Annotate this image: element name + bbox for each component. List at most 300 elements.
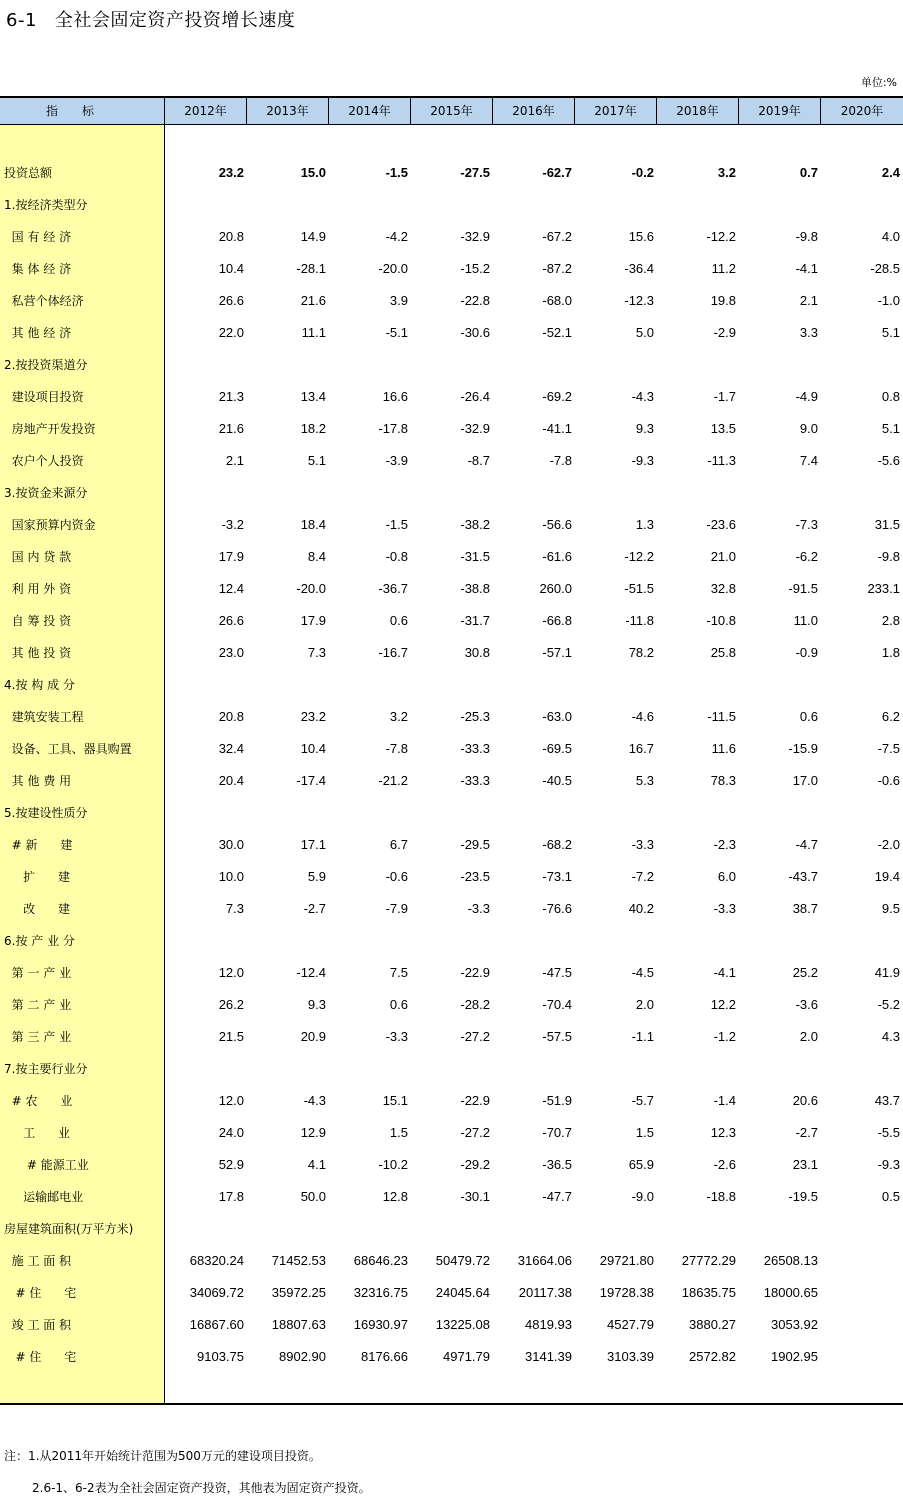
table-cell: 4819.93 (525, 1317, 572, 1332)
table-cell: 18807.63 (271, 1317, 326, 1332)
table-row (0, 829, 903, 861)
table-row (0, 989, 903, 1021)
table-cell: 12.4 (218, 581, 244, 596)
table-cell: 233.1 (867, 581, 900, 596)
header-year: 2019年 (739, 98, 821, 125)
table-row (0, 957, 903, 989)
table-cell: 0.5 (881, 1189, 900, 1204)
table-cell: -5.1 (385, 325, 408, 340)
table-cell: 26508.13 (763, 1253, 818, 1268)
header-year: 2012年 (165, 98, 247, 125)
table-cell: 31664.06 (517, 1253, 572, 1268)
table-cell: -38.2 (460, 517, 490, 532)
row-label: 房屋建筑面积(万平方米) (4, 1222, 134, 1236)
table-cell: -21.2 (378, 773, 408, 788)
table-row (0, 861, 903, 893)
table-row (0, 573, 903, 605)
table-cell: 6.2 (881, 709, 900, 724)
table-cell: 68646.23 (353, 1253, 408, 1268)
table-cell: -27.2 (460, 1125, 490, 1140)
row-label: 第 二 产 业 (4, 998, 72, 1012)
table-cell: -7.3 (795, 517, 818, 532)
table-cell: -3.2 (221, 517, 244, 532)
table-row (0, 669, 903, 701)
row-label: 5.按建设性质分 (4, 806, 88, 820)
table-cell: 12.8 (382, 1189, 408, 1204)
row-label: 建设项目投资 (4, 390, 84, 404)
row-label: 集 体 经 济 (4, 262, 72, 276)
table-cell: -7.9 (385, 901, 408, 916)
table-row (0, 413, 903, 445)
table-cell: -3.9 (385, 453, 408, 468)
table-row (0, 637, 903, 669)
table-cell: -3.3 (631, 837, 654, 852)
table-cell: -31.5 (460, 549, 490, 564)
table-cell: -76.6 (542, 901, 572, 916)
table-cell: 13225.08 (435, 1317, 490, 1332)
table-cell: 19.4 (874, 869, 900, 884)
row-label: 其 他 费 用 (4, 774, 72, 788)
row-label: 农户个人投资 (4, 454, 84, 468)
table-cell: 40.2 (628, 901, 654, 916)
table-cell: 7.3 (307, 645, 326, 660)
table-cell: -4.1 (713, 965, 736, 980)
table-cell: -5.2 (877, 997, 900, 1012)
table-cell: -0.9 (795, 645, 818, 660)
row-label: 私营个体经济 (4, 294, 84, 308)
table-cell: -1.1 (631, 1029, 654, 1044)
table-cell: -30.1 (460, 1189, 490, 1204)
table-cell: 3.3 (799, 325, 818, 340)
table-row (0, 1117, 903, 1149)
table-cell: 43.7 (874, 1093, 900, 1108)
row-label: 利 用 外 资 (4, 582, 72, 596)
table-cell: 26.6 (218, 613, 244, 628)
table-cell: 12.0 (218, 1093, 244, 1108)
table-row (0, 477, 903, 509)
table-cell: -10.8 (706, 613, 736, 628)
table-cell: -25.3 (460, 709, 490, 724)
table-cell: -15.2 (460, 261, 490, 276)
table-cell: -2.0 (877, 837, 900, 852)
row-label: 1.按经济类型分 (4, 198, 88, 212)
row-label: 工 业 (4, 1126, 70, 1140)
table-cell: -40.5 (542, 773, 572, 788)
table-cell: -51.9 (542, 1093, 572, 1108)
table-cell: 15.1 (382, 1093, 408, 1108)
table-cell: 21.6 (218, 421, 244, 436)
table-cell: 5.1 (881, 325, 900, 340)
table-cell (821, 1309, 900, 1341)
table-cell: 23.2 (218, 165, 244, 180)
table-cell: -15.9 (788, 741, 818, 756)
footnotes (4, 1440, 371, 1504)
table-row (0, 1277, 903, 1309)
table-cell: 2572.82 (689, 1349, 736, 1364)
table-cell: 8176.66 (361, 1349, 408, 1364)
table-cell: -66.8 (542, 613, 572, 628)
table-cell: -2.7 (303, 901, 326, 916)
table-cell: 9.0 (799, 421, 818, 436)
table-cell: 23.1 (792, 1157, 818, 1172)
table-cell: -52.1 (542, 325, 572, 340)
table-cell: 13.5 (710, 421, 736, 436)
header-year: 2018年 (657, 98, 739, 125)
table-cell: -56.6 (542, 517, 572, 532)
footnote-2: 2.6-1、6-2表为全社会固定资产投资，其他表为固定资产投资。 (32, 1481, 371, 1495)
table-bottom-border (0, 1403, 903, 1405)
table-cell: -4.1 (795, 261, 818, 276)
table-cell: 15.0 (300, 165, 326, 180)
table-cell: 21.3 (218, 389, 244, 404)
row-label: 3.按资金来源分 (4, 486, 88, 500)
table-cell: 2.0 (799, 1029, 818, 1044)
table-cell: -20.0 (296, 581, 326, 596)
table-cell: -3.3 (713, 901, 736, 916)
table-cell: 12.9 (300, 1125, 326, 1140)
table-cell: -2.9 (713, 325, 736, 340)
table-cell: -68.2 (542, 837, 572, 852)
table-cell: 9.5 (881, 901, 900, 916)
table-cell: 52.9 (218, 1157, 244, 1172)
page-title (6, 6, 295, 32)
table-cell: -12.2 (706, 229, 736, 244)
row-label: 其 他 投 资 (4, 646, 72, 660)
table-cell: 2.1 (225, 453, 244, 468)
table-cell: -4.7 (795, 837, 818, 852)
table-cell: 10.4 (300, 741, 326, 756)
footnote-1: 注：1.从2011年开始统计范围为500万元的建设项目投资。 (4, 1449, 321, 1463)
table-cell: 24.0 (218, 1125, 244, 1140)
table-cell: -27.5 (460, 165, 490, 180)
table-cell: -4.9 (795, 389, 818, 404)
table-cell: -28.2 (460, 997, 490, 1012)
table-cell: -7.8 (385, 741, 408, 756)
header-year: 2020年 (840, 104, 884, 118)
table-cell: 3103.39 (607, 1349, 654, 1364)
table-cell: -36.7 (378, 581, 408, 596)
table-cell: 21.5 (218, 1029, 244, 1044)
table-row (0, 733, 903, 765)
table-cell: -69.5 (542, 741, 572, 756)
table-cell: 19728.38 (599, 1285, 654, 1300)
row-label: 第 三 产 业 (4, 1030, 72, 1044)
table-cell: 2.1 (799, 293, 818, 308)
table-cell: -6.2 (795, 549, 818, 564)
table-cell: -2.6 (713, 1157, 736, 1172)
table-cell: -1.0 (877, 293, 900, 308)
table-cell: -20.0 (378, 261, 408, 276)
table-cell: 3.2 (389, 709, 408, 724)
table-cell: 7.3 (225, 901, 244, 916)
row-label: 第 一 产 业 (4, 966, 72, 980)
table-cell: -36.5 (542, 1157, 572, 1172)
table-cell: -33.3 (460, 773, 490, 788)
table-cell: 29721.80 (599, 1253, 654, 1268)
table-cell: 18000.65 (763, 1285, 818, 1300)
table-row (0, 349, 903, 381)
row-label: 7.按主要行业分 (4, 1062, 88, 1076)
table-number: 6-1 (6, 10, 37, 31)
table-cell: -47.5 (542, 965, 572, 980)
table-cell: -3.3 (467, 901, 490, 916)
table-cell: 71452.53 (271, 1253, 326, 1268)
table-cell: 4.3 (881, 1029, 900, 1044)
table-cell: 11.1 (301, 325, 326, 340)
table-cell: -73.1 (542, 869, 572, 884)
row-label: 4.按 构 成 分 (4, 678, 75, 692)
table-cell: -67.2 (542, 229, 572, 244)
table-cell: 12.3 (710, 1125, 736, 1140)
table-cell: 15.6 (628, 229, 654, 244)
table-cell: 7.5 (389, 965, 408, 980)
table-cell: 8902.90 (279, 1349, 326, 1364)
table-cell: 5.1 (881, 421, 900, 436)
table-cell: -22.9 (460, 1093, 490, 1108)
table-cell: -0.6 (877, 773, 900, 788)
table-cell: 7.4 (799, 453, 818, 468)
table-cell: 8.4 (307, 549, 326, 564)
row-label: 房地产开发投资 (4, 422, 96, 436)
table-row (0, 445, 903, 477)
table-cell: 3141.39 (525, 1349, 572, 1364)
table-cell: 1.3 (635, 517, 654, 532)
table-cell: 1902.95 (771, 1349, 818, 1364)
table-cell: 27772.29 (681, 1253, 736, 1268)
table-cell: 16867.60 (189, 1317, 244, 1332)
table-cell: 38.7 (792, 901, 818, 916)
table-cell: -29.5 (460, 837, 490, 852)
table-cell: 10.4 (218, 261, 244, 276)
table-cell: 78.2 (628, 645, 654, 660)
table-row (0, 317, 903, 349)
table-cell: -28.1 (296, 261, 326, 276)
table-cell: 31.5 (874, 517, 900, 532)
row-label: 运输邮电业 (4, 1190, 84, 1204)
row-label: 竣 工 面 积 (4, 1318, 72, 1332)
table-cell: 20.6 (792, 1093, 818, 1108)
table-cell: 12.0 (218, 965, 244, 980)
table-cell: -9.3 (877, 1157, 900, 1172)
row-label: 国家预算内资金 (4, 518, 96, 532)
table-cell: 16930.97 (353, 1317, 408, 1332)
table-cell: -5.5 (877, 1125, 900, 1140)
table-cell: -5.6 (877, 453, 900, 468)
table-cell: -16.7 (378, 645, 408, 660)
row-label: 投资总额 (4, 166, 53, 180)
table-cell: -43.7 (788, 869, 818, 884)
table-row (0, 925, 903, 957)
table-cell: -0.2 (631, 165, 654, 180)
table-cell: -4.3 (303, 1093, 326, 1108)
table-cell: 50.0 (300, 1189, 326, 1204)
table-cell: 3053.92 (771, 1317, 818, 1332)
table-row (0, 1245, 903, 1277)
table-cell: -1.4 (713, 1093, 736, 1108)
table-cell: -70.4 (542, 997, 572, 1012)
table-cell: 23.2 (300, 709, 326, 724)
table-cell: 19.8 (710, 293, 736, 308)
table-cell: 30.0 (218, 837, 244, 852)
table-cell: -0.6 (385, 869, 408, 884)
table-cell: 18635.75 (681, 1285, 736, 1300)
table-cell: -7.2 (631, 869, 654, 884)
row-label: 2.按投资渠道分 (4, 358, 88, 372)
table-cell: -29.2 (460, 1157, 490, 1172)
table-cell: 2.8 (881, 613, 900, 628)
table-cell: -51.5 (624, 581, 654, 596)
table-cell: 16.6 (382, 389, 408, 404)
table-cell: -4.5 (631, 965, 654, 980)
table-row (0, 605, 903, 637)
data-table (0, 96, 903, 1405)
row-label: # 能源工业 (4, 1158, 89, 1172)
table-cell: 2.4 (881, 165, 900, 180)
table-cell: 20117.38 (518, 1285, 572, 1300)
table-cell: 1.5 (389, 1125, 408, 1140)
table-cell: 17.0 (792, 773, 818, 788)
row-label: # 住 宅 (4, 1350, 77, 1364)
table-row (0, 893, 903, 925)
table-cell: 1.5 (635, 1125, 654, 1140)
table-cell: -18.8 (706, 1189, 736, 1204)
table-cell: 23.0 (218, 645, 244, 660)
table-cell: 5.1 (307, 453, 326, 468)
table-title: 全社会固定资产投资增长速度 (54, 10, 296, 31)
table-row (0, 701, 903, 733)
table-row (0, 285, 903, 317)
table-cell: -41.1 (542, 421, 572, 436)
table-cell: 6.7 (389, 837, 408, 852)
table-cell: 26.2 (218, 997, 244, 1012)
table-cell: -1.2 (713, 1029, 736, 1044)
row-label: 其 他 经 济 (4, 326, 72, 340)
table-cell: 9.3 (307, 997, 326, 1012)
row-label: 建筑安装工程 (4, 710, 84, 724)
table-cell: -12.4 (296, 965, 326, 980)
table-cell: 32316.75 (353, 1285, 408, 1300)
table-row (0, 1149, 903, 1181)
table-cell: -22.8 (460, 293, 490, 308)
table-row (0, 541, 903, 573)
table-cell: -17.4 (296, 773, 326, 788)
table-cell: 20.9 (300, 1029, 326, 1044)
table-cell: 30.8 (464, 645, 490, 660)
table-cell: -26.4 (460, 389, 490, 404)
table-cell: 11.2 (711, 261, 736, 276)
table-cell: -8.7 (467, 453, 490, 468)
row-label: 6.按 产 业 分 (4, 934, 75, 948)
table-cell: -2.3 (713, 837, 736, 852)
table-cell: 4.0 (881, 229, 900, 244)
header-year: 2013年 (247, 98, 329, 125)
row-label: # 农 业 (4, 1094, 73, 1108)
table-cell: 26.6 (218, 293, 244, 308)
table-cell: 17.9 (300, 613, 326, 628)
table-cell: -5.7 (631, 1093, 654, 1108)
table-cell: 16.7 (628, 741, 654, 756)
table-cell: 25.8 (710, 645, 736, 660)
table-cell: 18.4 (300, 517, 326, 532)
table-cell (821, 1245, 900, 1277)
table-cell (821, 1341, 900, 1373)
table-cell: -28.5 (870, 261, 900, 276)
row-label: 国 有 经 济 (4, 230, 72, 244)
table-cell: -61.6 (542, 549, 572, 564)
header-year: 2016年 (493, 98, 575, 125)
table-cell: -63.0 (542, 709, 572, 724)
row-label: 国 内 贷 款 (4, 550, 72, 564)
table-cell: 21.0 (710, 549, 736, 564)
table-cell: 24045.64 (435, 1285, 490, 1300)
table-cell: -7.8 (549, 453, 572, 468)
table-cell: 5.3 (635, 773, 654, 788)
table-cell: -2.7 (795, 1125, 818, 1140)
table-cell: -10.2 (378, 1157, 408, 1172)
table-cell: 0.6 (389, 997, 408, 1012)
table-cell: 5.0 (635, 325, 654, 340)
table-cell: 4971.79 (443, 1349, 490, 1364)
table-cell: -9.3 (631, 453, 654, 468)
table-cell: -11.5 (707, 709, 736, 724)
table-row (0, 1213, 903, 1245)
table-cell: 17.1 (300, 837, 326, 852)
table-cell: 68320.24 (189, 1253, 244, 1268)
table-cell: 0.6 (389, 613, 408, 628)
table-cell: 10.0 (218, 869, 244, 884)
table-cell: -17.8 (378, 421, 408, 436)
table-cell: 20.8 (218, 229, 244, 244)
table-cell: -9.8 (795, 229, 818, 244)
table-cell: -11.3 (707, 453, 736, 468)
table-cell: -19.5 (788, 1189, 818, 1204)
table-cell: -31.7 (460, 613, 490, 628)
row-label: 自 筹 投 资 (4, 614, 72, 628)
table-cell: 9.3 (635, 421, 654, 436)
table-cell: -47.7 (542, 1189, 572, 1204)
table-cell: 14.9 (300, 229, 326, 244)
table-cell: 11.6 (711, 741, 736, 756)
table-cell: -38.8 (460, 581, 490, 596)
table-cell: -32.9 (460, 421, 490, 436)
table-cell: -87.2 (542, 261, 572, 276)
table-cell: -57.5 (542, 1029, 572, 1044)
table-row (0, 1085, 903, 1117)
table-cell: 78.3 (710, 773, 736, 788)
table-row (0, 157, 903, 189)
table-cell: 20.8 (218, 709, 244, 724)
table-cell: -1.7 (713, 389, 736, 404)
unit-label: 单位:% (860, 76, 897, 89)
row-label: 改 建 (4, 902, 70, 916)
table-cell: 0.7 (799, 165, 818, 180)
table-cell: -62.7 (542, 165, 572, 180)
table-row (0, 1341, 903, 1373)
table-cell: 5.9 (307, 869, 326, 884)
header-indicator: 指标 (0, 98, 165, 125)
table-cell: 35972.25 (271, 1285, 326, 1300)
header-year: 2015年 (411, 98, 493, 125)
table-cell: -30.6 (460, 325, 490, 340)
row-label: # 新 建 (4, 838, 73, 852)
table-cell: 3880.27 (689, 1317, 736, 1332)
table-cell: 65.9 (628, 1157, 654, 1172)
table-cell: -27.2 (460, 1029, 490, 1044)
table-row (0, 1021, 903, 1053)
table-cell: 18.2 (300, 421, 326, 436)
table-row (0, 509, 903, 541)
table-cell: -11.8 (625, 613, 654, 628)
